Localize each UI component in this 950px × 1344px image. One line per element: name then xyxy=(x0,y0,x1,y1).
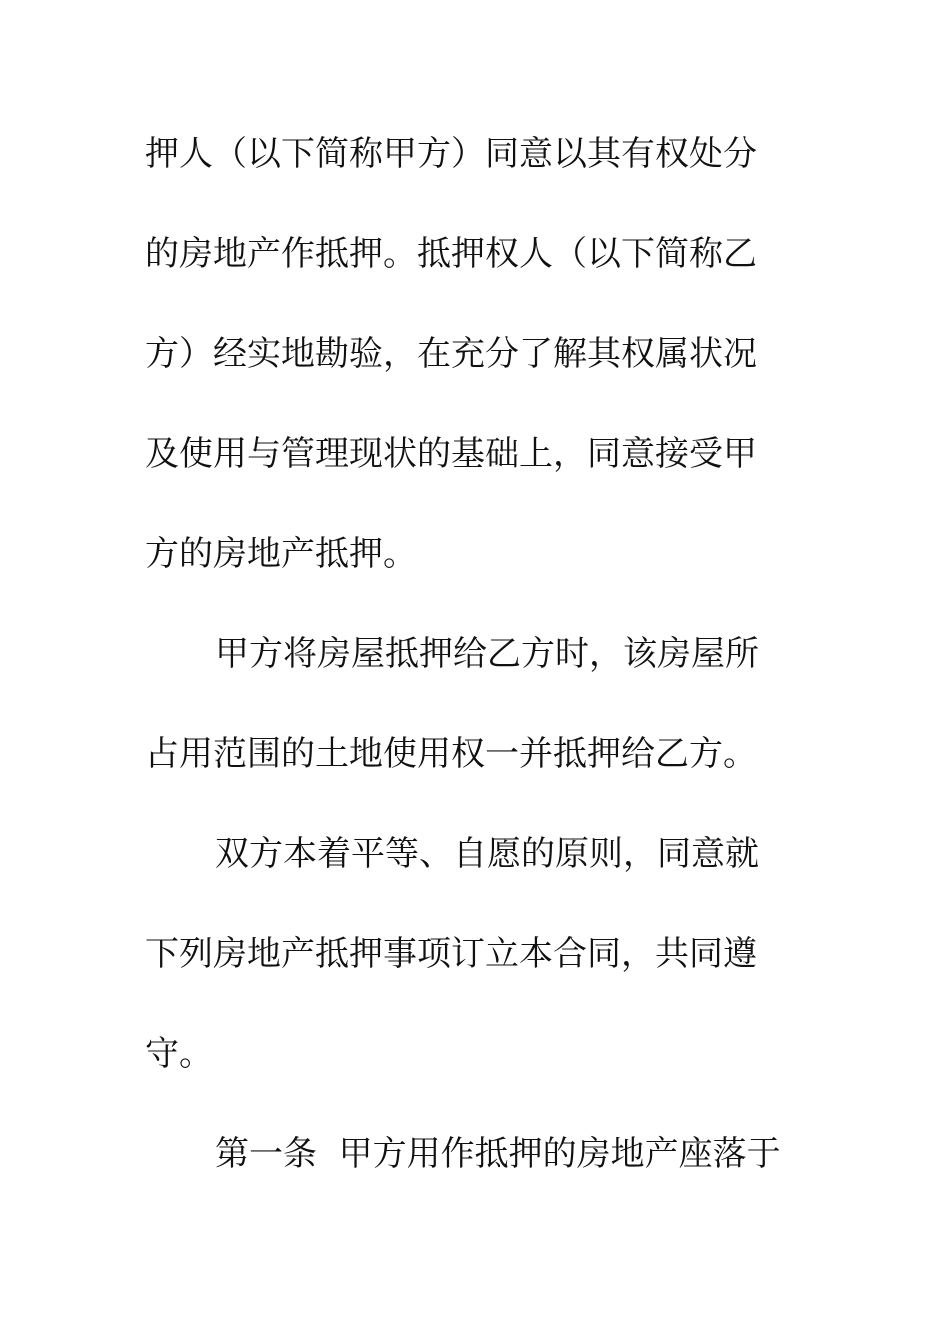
text-line-2: 的房地产作抵押。抵押权人（以下简称乙 xyxy=(145,234,757,274)
text-line-3: 方）经实地勘验，在充分了解其权属状况 xyxy=(145,334,757,374)
text-line-9: 下列房地产抵押事项订立本合同，共同遵 xyxy=(145,934,757,974)
document-body xyxy=(145,125,825,1225)
text-line-8: 双方本着平等、自愿的原则，同意就 xyxy=(215,834,759,874)
text-line-1: 押人（以下简称甲方）同意以其有权处分 xyxy=(145,134,757,174)
text-line-6: 甲方将房屋抵押给乙方时，该房屋所 xyxy=(215,634,759,674)
text-line-7: 占用范围的土地使用权一并抵押给乙方。 xyxy=(145,734,757,774)
text-line-10: 守。 xyxy=(145,1034,213,1074)
text-line-4: 及使用与管理现状的基础上，同意接受甲 xyxy=(145,434,757,474)
text-line-5: 方的房地产抵押。 xyxy=(145,534,417,574)
text-line-11: 第一条 甲方用作抵押的房地产座落于 xyxy=(215,1134,781,1174)
